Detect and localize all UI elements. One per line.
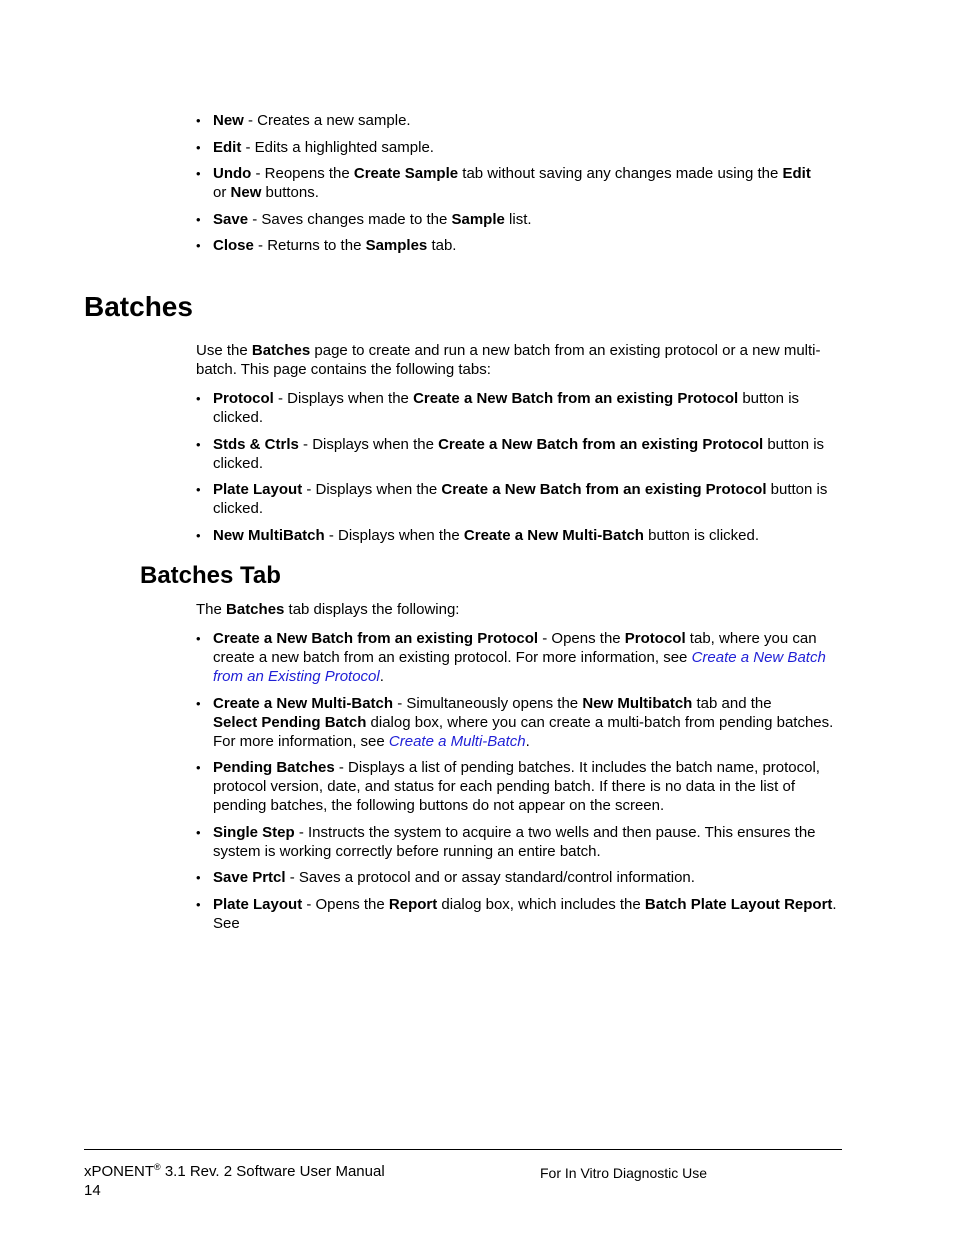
list-item: • Plate Layout - Displays when the Create a New Batch from an existing Protocol button is clicked. [196,480,846,518]
footer-divider [84,1149,842,1150]
list-item: • Close - Returns to the Samples tab. [196,236,846,255]
list-item: • Stds & Ctrls - Displays when the Create a New Batch from an existing Protocol button is clicked. [196,435,846,473]
section-heading-batches: Batches [84,291,193,322]
list-item: • Pending Batches - Displays a list of pending batches. It includes the batch name, protocol, protocol version, date, and status for each pending batch. If there is no data in the list of pending batches, the following buttons do not appear on the screen. [196,758,846,815]
sample-buttons-list [196,111,846,263]
list-item: • Single Step - Instructs the system to acquire a two wells and then pause. This ensures the system is working correctly before running an entire batch. [196,823,846,861]
link-create-new-batch[interactable]: Create a New Batch from an Existing Protocol [213,649,826,685]
list-item: • Save Prtcl - Saves a protocol and or assay standard/control information. [196,868,846,887]
batches-tabs-list [196,389,846,552]
list-item: • New - Creates a new sample. [196,111,846,130]
list-item: • Edit - Edits a highlighted sample. [196,138,846,157]
list-item: • Save - Saves changes made to the Sample list. [196,210,846,229]
batches-intro: Use the Batches page to create and run a new batch from an existing protocol or a new multi-batch. This page contains the following tabs: [196,342,821,378]
list-item: • Undo - Reopens the Create Sample tab without saving any changes made using the Edit or New buttons. [196,164,846,202]
list-item: • Plate Layout - Opens the Report dialog box, which includes the Batch Plate Layout Report. See [196,895,846,933]
footer-manual-title: xPONENT® 3.1 Rev. 2 Software User Manual [84,1162,385,1180]
section-heading-batches-tab: Batches Tab [140,562,281,589]
link-create-multi-batch[interactable]: Create a Multi-Batch [388,732,526,750]
list-item: • Create a New Batch from an existing Protocol - Opens the Protocol tab, where you can create a new batch from an existing protocol. For more information, see Create a New Batch from an Existing Protocol. [196,629,846,686]
batches-tab-intro: The Batches tab displays the following: [196,601,460,618]
list-item: • Protocol - Displays when the Create a New Batch from an existing Protocol button is clicked. [196,389,846,427]
list-item: • New MultiBatch - Displays when the Create a New Multi-Batch button is clicked. [196,526,846,545]
page-number: 14 [84,1182,101,1199]
footer-usage-note: For In Vitro Diagnostic Use [540,1165,708,1181]
batches-tab-buttons-list [196,629,846,940]
list-item: • Create a New Multi-Batch - Simultaneously opens the New Multibatch tab and the Select Pending Batch dialog box, where you can create a multi-batch from pending batches. For more information, see Create a Multi-Batch. [196,694,846,751]
